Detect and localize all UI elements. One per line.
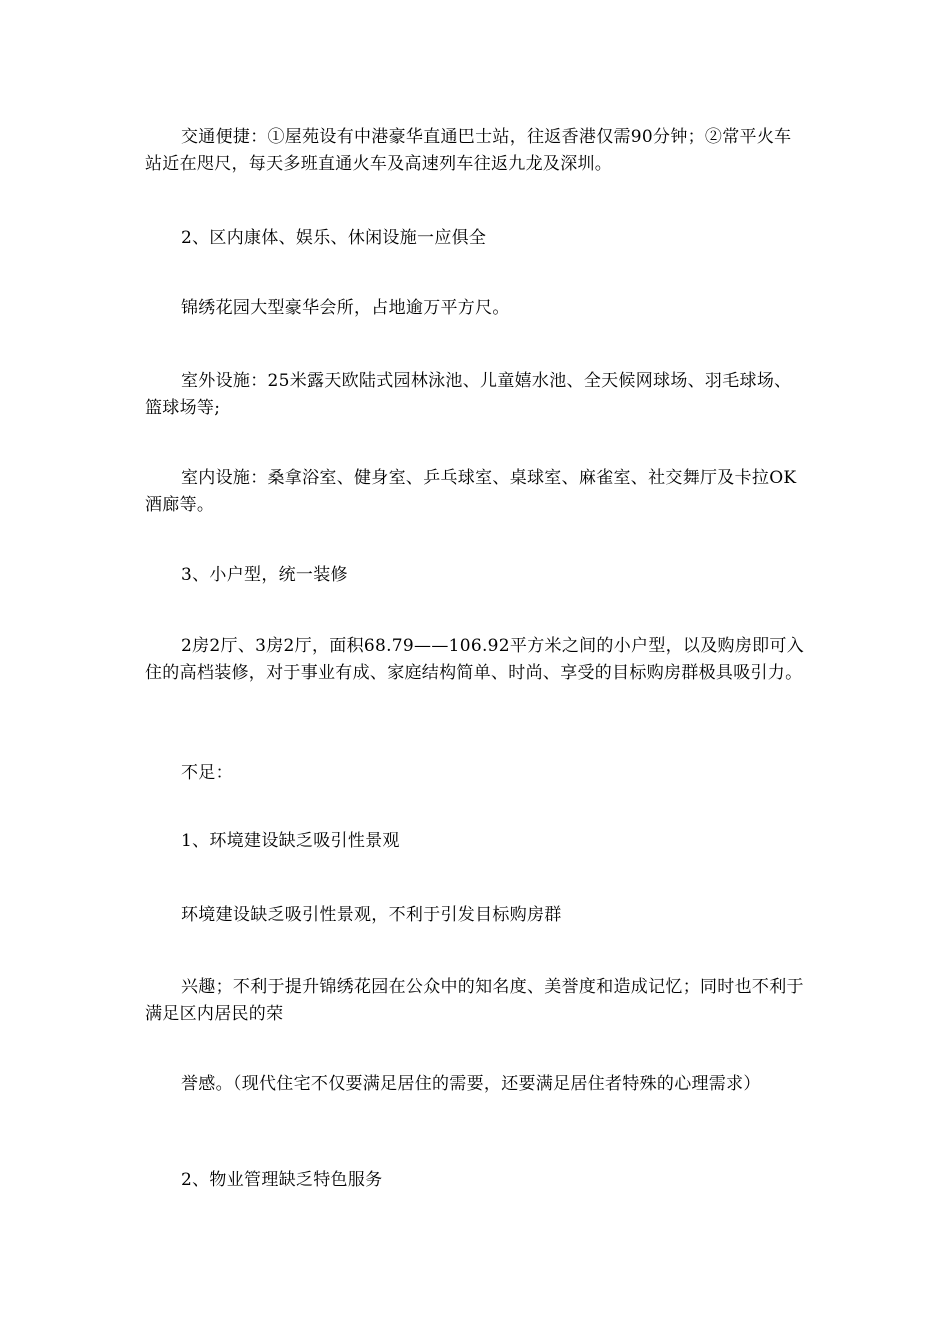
paragraph-clubhouse: 锦绣花园大型豪华会所，占地逾万平方尺。: [181, 298, 510, 318]
paragraph-environment-1: 环境建设缺乏吸引性景观，不利于引发目标购房群: [181, 905, 562, 925]
paragraph-environment-3: 誉感。（现代住宅不仅要满足居住的需要，还要满足居住者特殊的心理需求）: [181, 1074, 761, 1094]
paragraph-transport: 交通便捷：①屋苑设有中港豪华直通巴士站，往返香港仅需90分钟；②常平火车站近在咫尺，每天多班直通火车及高速列车往返九龙及深圳。: [145, 127, 792, 174]
paragraph-indoor-facilities: 室内设施：桑拿浴室、健身室、乒乓球室、桌球室、麻雀室、社交舞厅及卡拉OK酒廊等。: [145, 468, 797, 515]
paragraph-environment-2: 兴趣；不利于提升锦绣花园在公众中的知名度、美誉度和造成记忆；同时也不利于满足区内居民的荣: [145, 977, 804, 1024]
paragraph-unit-types: 2房2厅、3房2厅，面积68.79——106.92平方米之间的小户型，以及购房即可入住的高档装修，对于事业有成、家庭结构简单、时尚、享受的目标购房群极具吸引力。: [145, 636, 805, 683]
heading-property-management: 2、物业管理缺乏特色服务: [181, 1170, 383, 1190]
heading-facilities: 2、区内康体、娱乐、休闲设施一应俱全: [181, 228, 487, 248]
heading-small-units: 3、小户型，统一装修: [181, 565, 348, 585]
paragraph-outdoor-facilities: 室外设施：25米露天欧陆式园林泳池、儿童嬉水池、全天候网球场、羽毛球场、篮球场等;: [145, 371, 792, 418]
heading-environment: 1、环境建设缺乏吸引性景观: [181, 831, 400, 851]
heading-shortcomings: 不足：: [181, 763, 233, 783]
